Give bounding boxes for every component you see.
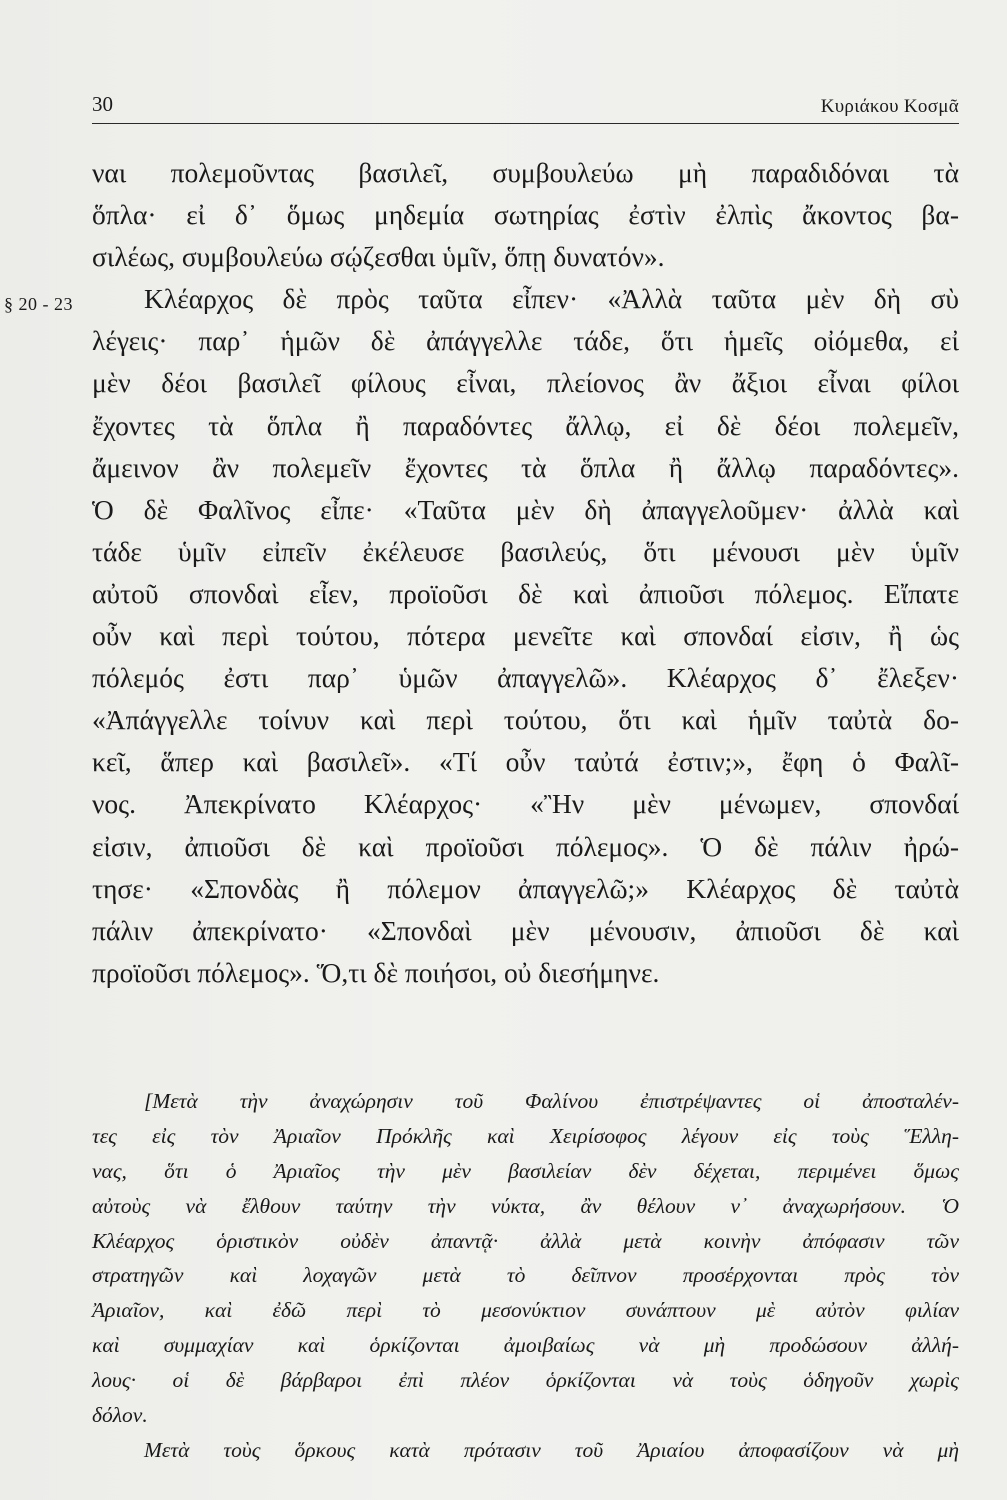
text-line: νος. Ἀπεκρίνατο Κλέαρχος· «Ἢν μὲν μένωμεν, σπονδαί	[92, 788, 959, 820]
text-line: Ὁ δὲ Φαλῖνος εἶπε· «Ταῦτα μὲν δὴ ἀπαγγελοῦμεν· ἀλλὰ καὶ	[92, 493, 959, 525]
text-line: εἰσιν, ἀπιοῦσι δὲ καὶ προϊοῦσι πόλεμος». Ὁ δὲ πάλιν ἠρώ-	[92, 830, 959, 862]
commentary-line: καὶ συμμαχίαν καὶ ὁρκίζονται ἀμοιβαίως νὰ μὴ προδώσουν ἀλλή-	[92, 1333, 959, 1358]
text-line: «Ἀπάγγελλε τοίνυν καὶ περὶ τούτου, ὅτι καὶ ἡμῖν ταὐτὰ δο-	[92, 704, 959, 736]
text-line: κεῖ, ἅπερ καὶ βασιλεῖ». «Τί οὖν ταὐτά ἐστιν;», ἔφη ὁ Φαλῖ-	[92, 746, 959, 778]
page-header	[92, 92, 959, 126]
text-line: αὐτοῦ σπονδαὶ εἶεν, προϊοῦσι δὲ καὶ ἀπιοῦσι πόλεμος. Εἴπατε	[92, 577, 959, 609]
text-line: Κλέαρχος δὲ πρὸς ταῦτα εἶπεν· «Ἀλλὰ ταῦτα μὲν δὴ σὺ	[144, 283, 959, 315]
text-line: πάλιν ἀπεκρίνατο· «Σπονδαὶ μὲν μένουσιν, ἀπιοῦσι δὲ καὶ	[92, 914, 959, 946]
commentary-line: Μετὰ τοὺς ὅρκους κατὰ πρότασιν τοῦ Ἀριαίου ἀποφασίζουν νὰ μὴ	[144, 1437, 959, 1462]
text-line: μὲν δέοι βασιλεῖ φίλους εἶναι, πλείονος ἂν ἄξιοι εἶναι φίλοι	[92, 367, 959, 399]
header-rule	[92, 123, 959, 124]
margin-section-reference: § 20 - 23	[4, 294, 73, 314]
text-line: σιλέως, συμβουλεύω σῴζεσθαι ὑμῖν, ὅπῃ δυνατόν».	[92, 241, 665, 273]
text-line: ναι πολεμοῦντας βασιλεῖ, συμβουλεύω μὴ παραδιδόναι τὰ	[92, 157, 959, 188]
commentary-line: λους· οἱ δὲ βάρβαροι ἐπὶ πλέον ὁρκίζονται νὰ τοὺς ὁδηγοῦν χωρὶς	[92, 1368, 959, 1393]
commentary-line: τες εἰς τὸν Ἀριαῖον Πρόκλῆς καὶ Χειρίσοφος λέγουν εἰς τοὺς Ἕλλη-	[92, 1123, 959, 1148]
commentary-line: [Μετὰ τὴν ἀναχώρησιν τοῦ Φαλίνου ἐπιστρέψαντες οἱ ἀποσταλέν-	[144, 1089, 959, 1113]
commentary-line: νας, ὅτι ὁ Ἀριαῖος τὴν μὲν βασιλείαν δὲν δέχεται, περιμένει ὅμως	[92, 1158, 959, 1183]
text-line: προϊοῦσι πόλεμος». Ὅ,τι δὲ ποιήσοι, οὐ διεσήμηνε.	[92, 956, 660, 988]
commentary-line: Ἀριαῖον, καὶ ἐδῶ περὶ τὸ μεσονύκτιον συνάπτουν μὲ αὐτὸν φιλίαν	[92, 1298, 959, 1323]
text-line: ἔχοντες τὰ ὅπλα ἢ παραδόντες ἄλλῳ, εἰ δὲ δέοι πολεμεῖν,	[92, 409, 959, 441]
text-line: πόλεμός ἐστι παρ᾽ ὑμῶν ἀπαγγελῶ». Κλέαρχος δ᾽ ἔλεξεν·	[92, 662, 959, 694]
text-line: οὖν καὶ περὶ τούτου, πότερα μενεῖτε καὶ σπονδαί εἰσιν, ἢ ὡς	[92, 620, 959, 652]
running-head: Κυριάκου Κοσμᾶ	[820, 96, 959, 117]
commentary-line: δόλον.	[92, 1403, 148, 1428]
main-text	[92, 152, 959, 994]
page-number: 30	[92, 92, 113, 116]
commentary-line: Κλέαρχος ὁριστικὸν οὐδὲν ἀπαντᾷ· ἀλλὰ μετὰ κοινὴν ἀπόφασιν τῶν	[92, 1228, 959, 1253]
text-line: ὅπλα· εἰ δ᾽ ὅμως μηδεμία σωτηρίας ἐστὶν ἐλπὶς ἄκοντος βα-	[92, 199, 959, 231]
text-line: τάδε ὑμῖν εἰπεῖν ἐκέλευσε βασιλεύς, ὅτι μένουσι μὲν ὑμῖν	[92, 535, 959, 567]
commentary-text	[92, 1084, 959, 1468]
text-line: ἄμεινον ἂν πολεμεῖν ἔχοντες τὰ ὅπλα ἢ ἄλλῳ παραδόντες».	[92, 451, 959, 483]
commentary-line: αὐτοὺς νὰ ἔλθουν ταύτην τὴν νύκτα, ἂν θέλουν ν᾽ ἀναχωρήσουν. Ὁ	[92, 1193, 959, 1218]
commentary-line: στρατηγῶν καὶ λοχαγῶν μετὰ τὸ δεῖπνον προσέρχονται πρὸς τὸν	[92, 1263, 959, 1288]
text-line: τησε· «Σπονδὰς ἢ πόλεμον ἀπαγγελῶ;» Κλέαρχος δὲ ταὐτὰ	[92, 872, 959, 904]
text-line: λέγεις· παρ᾽ ἡμῶν δὲ ἀπάγγελλε τάδε, ὅτι ἡμεῖς οἰόμεθα, εἰ	[92, 325, 959, 357]
